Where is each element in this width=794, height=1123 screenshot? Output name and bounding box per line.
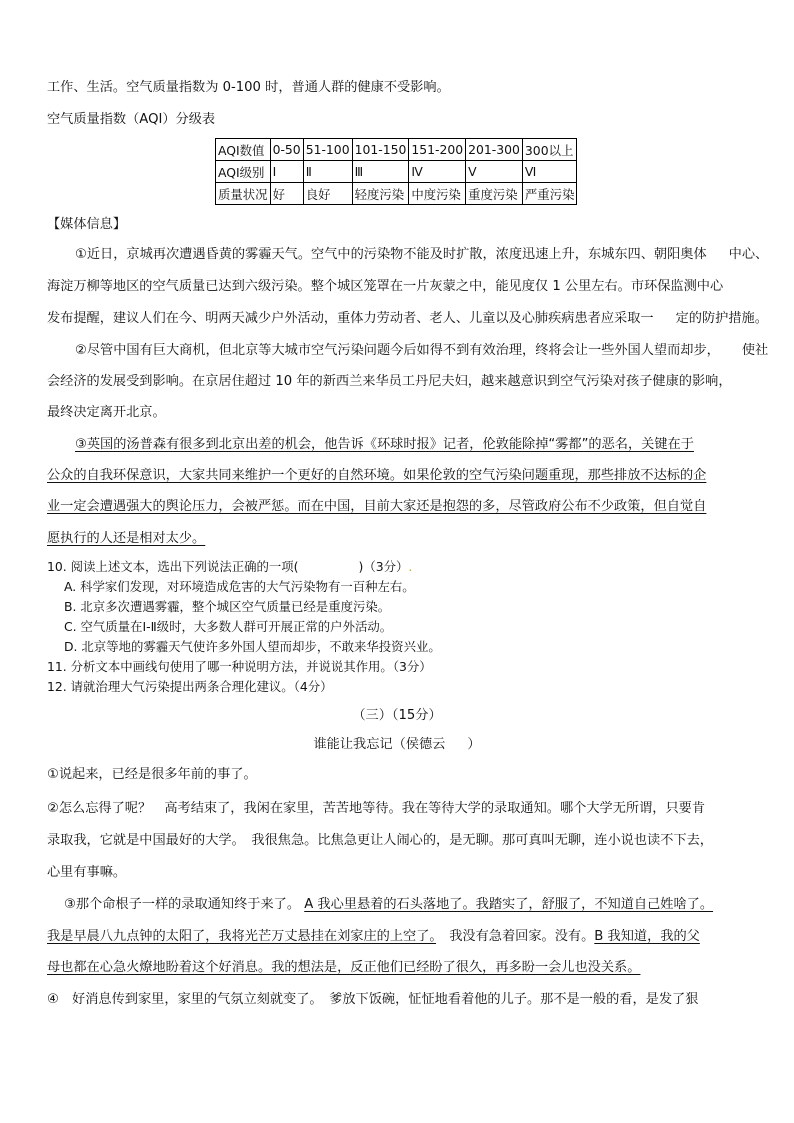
table-cell: Ⅲ (352, 161, 409, 183)
media-heading: 【媒体信息】 (47, 217, 127, 232)
media-p1-line2: 海淀万柳等地区的空气质量已达到六级污染。整个城区笼罩在一片灰蒙之中，能见度仅 1 公里左右。市环保监测中心 (47, 279, 724, 294)
section-header: （三）（15分） (352, 708, 442, 723)
table-cell: 300以上 (522, 139, 577, 161)
media-p1-line3 (47, 310, 768, 328)
underlined-sentence-b: 母也都在心急火燎地盼着这个好消息。我的想法是，反正他们已经盼了很久，再多盼一会儿也没关系。 (47, 960, 641, 975)
story-p2-line1: ②怎么忘得了呢？ 高考结束了，我闲在家里，苦苦地等待。我在等待大学的录取通知。哪个大学无所谓，只要肯 (47, 801, 706, 816)
table-cell: AQI数值 (216, 139, 271, 161)
question-10-dot: . (408, 559, 413, 574)
table-row (216, 183, 577, 205)
table-cell: 良好 (303, 183, 352, 205)
story-p3-text: ③那个命根子一样的录取通知终于来了。 (64, 897, 301, 912)
table-cell: Ⅵ (522, 161, 577, 183)
table-row (216, 139, 577, 161)
media-p3-line3: 业一定会遭遇强大的舆论压力，会被严惩。而在中国，目前大家还是抱怨的多，尽管政府公布不少政策，但自觉自 (47, 499, 707, 514)
story-p2-line2: 录取我，它就是中国最好的大学。 我很焦急。比焦急更让人闹心的，是无聊。那可真叫无聊，连小说也读不下去， (47, 833, 713, 848)
table-cell: 质量状况 (216, 183, 271, 205)
table-cell: AQI级别 (216, 161, 271, 183)
option-b: B. 北京多次遭遇雾霾，整个城区空气质量已经是重度污染。 (64, 599, 391, 614)
aqi-table (215, 138, 577, 205)
option-d: D. 北京等地的雾霾天气使许多外国人望而却步，不敢来华投资兴业。 (64, 639, 441, 654)
media-p1-text: 中心、 (728, 247, 769, 262)
intro-line: 工作、生活。空气质量指数为 0-100 时，普通人群的健康不受影响。 (47, 80, 450, 95)
question-12: 12. 请就治理大气污染提出两条合理化建议。（4分） (47, 679, 333, 694)
option-c: C. 空气质量在Ⅰ-Ⅱ级时，大多数人群可开展正常的户外活动。 (64, 619, 393, 634)
media-p1-text: 发布提醒，建议人们在今、明两天减少户外活动，重体力劳动者、老人、儿童以及心肺疾病患者应采取一 (47, 311, 654, 326)
table-cell: Ⅳ (409, 161, 466, 183)
story-p3-text: 我没有急着回家。没有。 (436, 929, 595, 944)
article-title (0, 736, 794, 754)
media-p1-text: ①近日，京城再次遭遇昏黄的雾霾天气。空气中的污染物不能及时扩散，浓度迅速上升，东城东四、朝阳奥体 (75, 247, 707, 262)
media-p2-line2: 会经济的发展受到影响。在京居住超过 10 年的新西兰来华员工丹尼夫妇，越来越意识到空气污染对孩子健康的影响， (47, 374, 732, 389)
media-p3-line1: ③英国的汤普森有很多到北京出差的机会，他告诉《环球时报》记者，伦敦能除掉“雾都”的恶名，关键在于 (75, 437, 694, 452)
table-cell: 中度污染 (409, 183, 466, 205)
article-title-text: 谁能让我忘记（侯德云 (313, 737, 446, 752)
media-p1-text: 定的防护措施。 (675, 311, 768, 326)
underlined-sentence-b: B 我知道，我的父 (594, 929, 700, 944)
story-p1: ①说起来，已经是很多年前的事了。 (47, 767, 257, 782)
option-a: A. 科学家们发现，对环境造成危害的大气污染物有一百种左右。 (64, 579, 415, 594)
underlined-sentence-a: A 我心里悬着的石头落地了。我踏实了，舒服了，不知道自己姓啥了。 (304, 897, 714, 912)
media-p2-text: 使社 (741, 343, 769, 358)
article-title-end: ） (467, 737, 481, 752)
table-title: 空气质量指数（AQI）分级表 (47, 112, 216, 127)
table-cell: 好 (270, 183, 303, 205)
table-cell: 51-100 (303, 139, 352, 161)
table-cell: 严重污染 (522, 183, 577, 205)
media-p1-line1 (75, 246, 768, 264)
question-10 (47, 558, 412, 576)
table-cell: Ⅴ (466, 161, 523, 183)
table-cell: 101-150 (352, 139, 409, 161)
table-cell: 0-50 (270, 139, 303, 161)
table-row (216, 161, 577, 183)
question-10-score: )（3分） (358, 559, 409, 574)
question-11: 11. 分析文本中画线句使用了哪一种说明方法，并说说其作用。（3分） (47, 659, 432, 674)
underlined-sentence-a: 我是早晨八九点钟的太阳了，我将光芒万丈悬挂在刘家庄的上空了。 (47, 929, 437, 944)
table-cell: 轻度污染 (352, 183, 409, 205)
story-p2-line3: 心里有事嘛。 (47, 865, 127, 880)
table-cell: Ⅰ (270, 161, 303, 183)
table-cell: Ⅱ (303, 161, 352, 183)
media-p3-line2: 公众的自我环保意识，大家共同来维护一个更好的自然环境。如果伦敦的空气污染问题重现，那些排放不达标的企 (47, 468, 707, 483)
media-p2-line1 (75, 342, 768, 360)
table-cell: 151-200 (409, 139, 466, 161)
media-p3-line4: 愿执行的人还是相对太少。 (47, 531, 206, 546)
media-p2-line3: 最终决定离开北京。 (47, 405, 166, 420)
table-cell: 201-300 (466, 139, 523, 161)
story-p4: ④ 好消息传到家里，家里的气氛立刻就变了。 爹放下饭碗，怔怔地看着他的儿子。那不是一般的看，是发了狠 (47, 992, 699, 1007)
story-p3-line2 (47, 928, 700, 946)
table-cell: 重度污染 (466, 183, 523, 205)
story-p3-line1 (64, 896, 713, 914)
media-p2-text: ②尽管中国有巨大商机，但北京等大城市空气污染问题今后如得不到有效治理，终将会让一些外国人望而却步， (75, 343, 720, 358)
question-10-text: 10. 阅读上述文本，选出下列说法正确的一项( (47, 559, 299, 574)
